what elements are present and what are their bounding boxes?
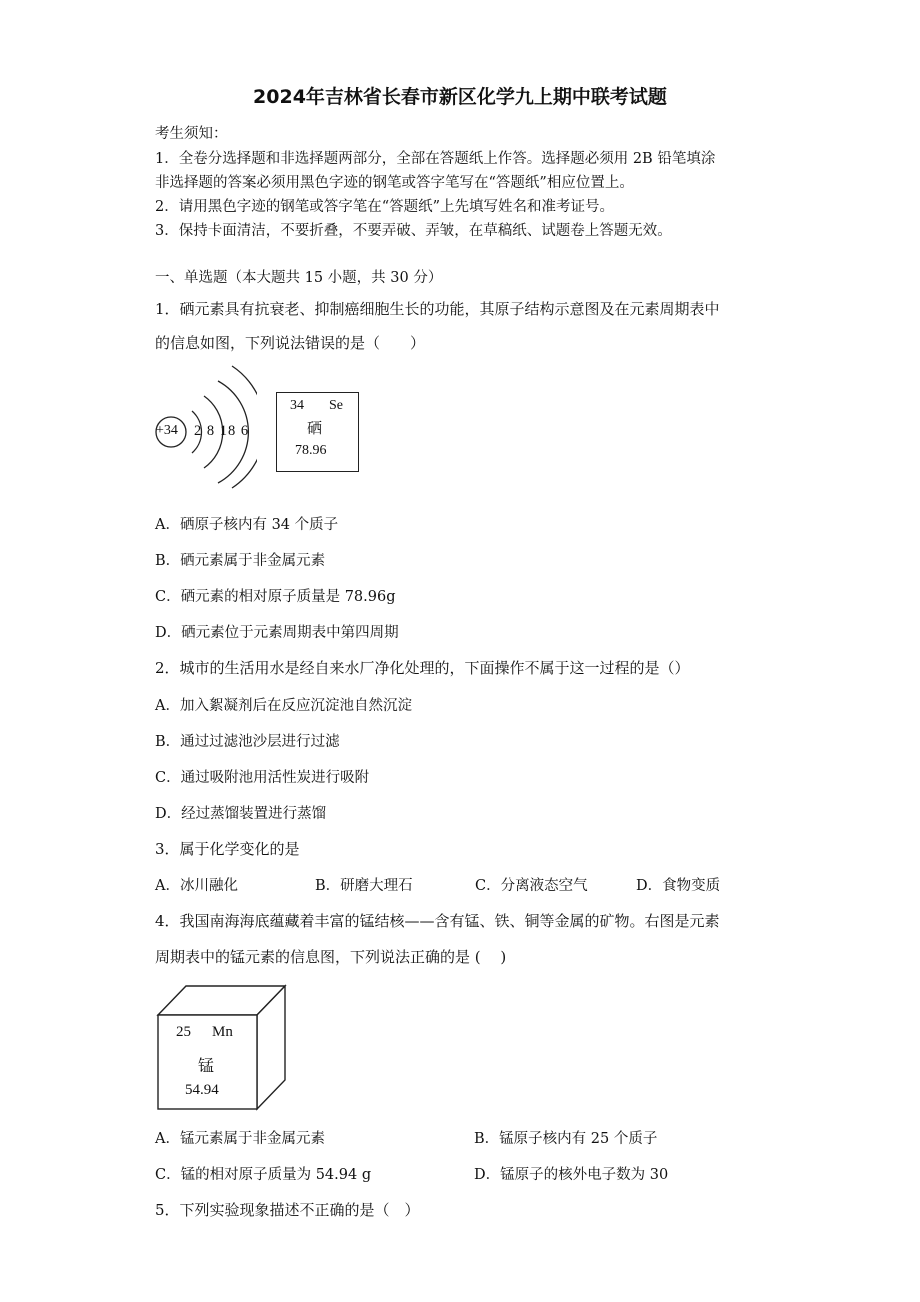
element-symbol: Se	[329, 398, 343, 413]
q3-option-b: B．研磨大理石	[315, 878, 413, 894]
element-name: 锰	[198, 1056, 215, 1075]
element-card-mn	[155, 983, 290, 1111]
element-name: 硒	[307, 421, 323, 437]
atomic-number: 34	[290, 398, 304, 413]
q1-stem: 1．硒元素具有抗衰老、抑制癌细胞生长的功能，其原子结构示意图及在元素周期表中	[155, 300, 720, 318]
atom-shell-electrons: 2 8 18 6	[194, 423, 250, 439]
q3-stem: 3．属于化学变化的是	[155, 840, 300, 858]
q1-option-d: D．硒元素位于元素周期表中第四周期	[155, 625, 399, 641]
q1-option-a: A．硒原子核内有 34 个质子	[155, 517, 339, 533]
notice-line: 2．请用黑色字迹的钢笔或答字笔在“答题纸”上先填写姓名和准考证号。	[155, 199, 615, 215]
q2-option-b: B．通过过滤池沙层进行过滤	[155, 734, 340, 750]
q3-option-d: D．食物变质	[636, 878, 721, 894]
q1-option-c: C．硒元素的相对原子质量是 78.96g	[155, 589, 396, 605]
element-cube-graphic	[155, 983, 290, 1111]
atomic-mass: 78.96	[295, 443, 327, 458]
atomic-mass: 54.94	[185, 1082, 219, 1098]
q4-option-a: A．锰元素属于非金属元素	[155, 1131, 325, 1147]
page-title: 2024年吉林省长春市新区化学九上期中联考试题	[253, 86, 667, 108]
atom-nucleus-label: +34	[156, 423, 178, 438]
q1-option-b: B．硒元素属于非金属元素	[155, 553, 326, 569]
q3-option-c: C．分离液态空气	[475, 878, 588, 894]
q3-option-a: A．冰川融化	[155, 878, 238, 894]
notice-heading: 考生须知：	[155, 126, 228, 142]
q4-option-c: C．锰的相对原子质量为 54.94 g	[155, 1167, 372, 1183]
q4-option-d: D．锰原子的核外电子数为 30	[474, 1167, 669, 1183]
q5-stem: 5．下列实验现象描述不正确的是（ ）	[155, 1201, 420, 1219]
element-symbol: Mn	[212, 1024, 233, 1040]
atomic-number: 25	[176, 1024, 191, 1040]
q4-option-b: B．锰原子核内有 25 个质子	[474, 1131, 658, 1147]
q2-stem: 2．城市的生活用水是经自来水厂净化处理的，下面操作不属于这一过程的是（）	[155, 659, 690, 677]
q1-stem: 的信息如图，下列说法错误的是（ ）	[155, 334, 426, 352]
q2-option-d: D．经过蒸馏装置进行蒸馏	[155, 806, 327, 822]
atom-structure-diagram	[152, 362, 257, 492]
q4-stem: 4．我国南海海底蕴藏着丰富的锰结核——含有锰、铁、铜等金属的矿物。右图是元素	[155, 912, 720, 930]
q2-option-c: C．通过吸附池用活性炭进行吸附	[155, 770, 370, 786]
notice-line: 非选择题的答案必须用黑色字迹的钢笔或答字笔写在“答题纸”相应位置上。	[155, 175, 634, 191]
q4-stem: 周期表中的锰元素的信息图，下列说法正确的是 ( )	[155, 948, 507, 966]
section-heading: 一、单选题（本大题共 15 小题，共 30 分）	[155, 270, 443, 286]
q2-option-a: A．加入絮凝剂后在反应沉淀池自然沉淀	[155, 698, 412, 714]
notice-line: 1．全卷分选择题和非选择题两部分，全部在答题纸上作答。选择题必须用 2B 铅笔填涂	[155, 151, 716, 167]
element-card-se	[276, 392, 359, 472]
notice-line: 3．保持卡面清洁，不要折叠，不要弄破、弄皱，在草稿纸、试题卷上答题无效。	[155, 223, 672, 239]
